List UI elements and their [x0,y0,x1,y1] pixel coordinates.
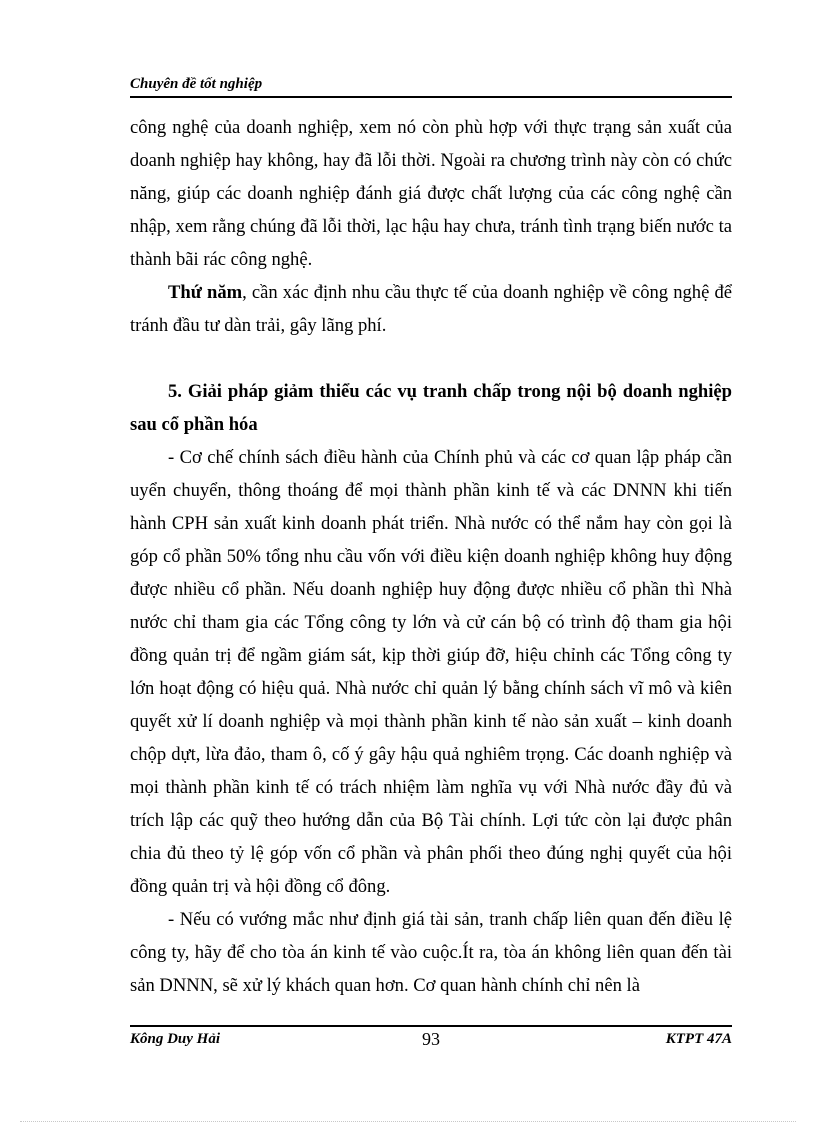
page-number: 93 [422,1029,440,1049]
page-footer [130,1025,732,1059]
paragraph-policy: - Cơ chế chính sách điều hành của Chính phủ và các cơ quan lập pháp cần uyển chuyển, thông thoáng để mọi thành phần kinh tế và các DNNN khi tiến hành CPH sản xuất kinh doanh phát triển. Nhà nước có thể nắm hay còn gọi là góp cổ phần 50% tổng nhu cầu vốn với điều kiện doanh nghiệp không huy động được nhiều cổ phần. Nếu doanh nghiệp huy động được nhiều cổ phần thì Nhà nước chỉ tham gia các Tổng công ty lớn và cử cán bộ có trình độ tham gia hội đồng quản trị để ngầm giám sát, kịp thời giúp đỡ, hiệu chỉnh các Tổng công ty lớn hoạt động có hiệu quả. Nhà nước chỉ quản lý bằng chính sách vĩ mô và kiên quyết xử lí doanh nghiệp và mọi thành phần kinh tế nào sản xuất – kinh doanh chộp dựt, lừa đảo, tham ô, cố ý gây hậu quả nghiêm trọng. Các doanh nghiệp và mọi thành phần kinh tế có trách nhiệm làm nghĩa vụ với Nhà nước đầy đủ và trích lập các quỹ theo hướng dẫn của Bộ Tài chính. Lợi tức còn lại được phân chia đủ theo tỷ lệ góp vốn cổ phần và phân phối theo đúng nghị quyết của hội đồng quản trị và hội đồng cổ đông. [130,447,732,897]
paragraph-rest: , cần xác định nhu cầu thực tế của doanh nghiệp về công nghệ để tránh đầu tư dàn trải, gây lãng phí. [130,282,732,336]
page-bottom-divider [20,1121,796,1122]
paragraph-dispute: - Nếu có vướng mắc như định giá tài sản, tranh chấp liên quan đến điều lệ công ty, hãy để cho tòa án kinh tế vào cuộc.Ít ra, tòa án không liên quan đến tài sản DNNN, sẽ xử lý khách quan hơn. Cơ quan hành chính chỉ nên là [130,909,732,996]
section-heading: 5. Giải pháp giảm thiểu các vụ tranh chấp trong nội bộ doanh nghiệp sau cổ phần hóa [130,381,732,435]
paragraph-continuation: công nghệ của doanh nghiệp, xem nó còn phù hợp với thực trạng sản xuất của doanh nghiệp hay không, hay đã lỗi thời. Ngoài ra chương trình này còn có chức năng, giúp các doanh nghiệp đánh giá được chất lượng của các công nghệ cần nhập, xem rằng chúng đã lỗi thời, lạc hậu hay chưa, tránh tình trạng biến nước ta thành bãi rác công nghệ. [130,117,732,270]
footer-class-code: KTPT 47A [665,1031,732,1047]
footer-author: Kông Duy Hải [130,1031,221,1047]
paragraph-fifth-point [130,276,732,342]
page-header [130,74,732,98]
body-text [130,111,732,1002]
header-title: Chuyên đề tốt nghiệp [130,76,263,92]
paragraph-lead-bold: Thứ năm [168,282,243,303]
